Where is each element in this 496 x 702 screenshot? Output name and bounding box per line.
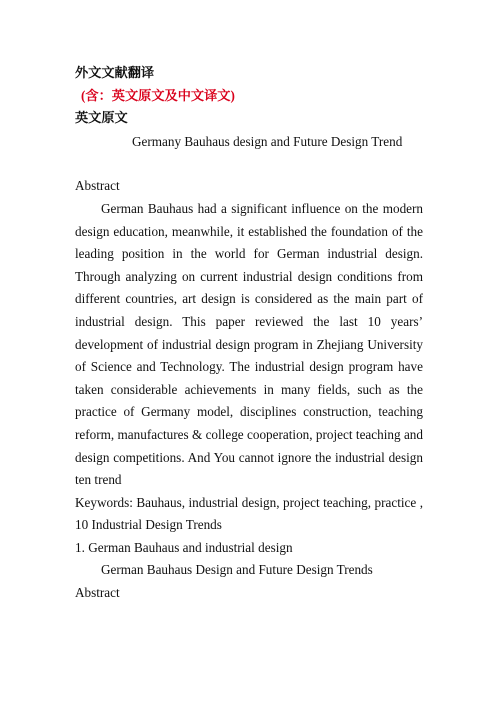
keywords-line: Keywords: Bauhaus, industrial design, project teaching, practice , 10 Industrial Design Trends: [75, 494, 423, 533]
section-1-heading: 1. German Bauhaus and industrial design: [75, 539, 293, 555]
section-1-title: German Bauhaus Design and Future Design Trends: [101, 562, 373, 578]
spacer: [75, 153, 423, 175]
article-title: Germany Bauhaus design and Future Design Trend: [132, 133, 403, 149]
abstract-label: Abstract: [75, 178, 120, 194]
section-1-abstract-label: Abstract: [75, 585, 120, 601]
section-heading-cn: 英文原文: [75, 110, 128, 126]
abstract-paragraph: German Bauhaus had a significant influence on the modern design education, meanwhile, it established the foundation of the leading position in the world for German industrial design. Through analyzing on current industrial design conditions from different countries, art design is considered as the main part of industrial design. This paper reviewed the last 10 years’ development of industrial design program in Zhejiang University of Science and Technology. The industrial design program have taken considerable achievements in many fields, such as the practice of Germany model, disciplines construction, teaching reform, manufactures & college cooperation, project teaching and design competitions. And You cannot ignore the industrial design ten trend: [75, 200, 423, 488]
doc-heading-cn: 外文文献翻译: [75, 65, 155, 80]
document-content: [75, 62, 423, 605]
doc-subheading-cn: (含：英文原文及中文译文): [81, 87, 235, 103]
